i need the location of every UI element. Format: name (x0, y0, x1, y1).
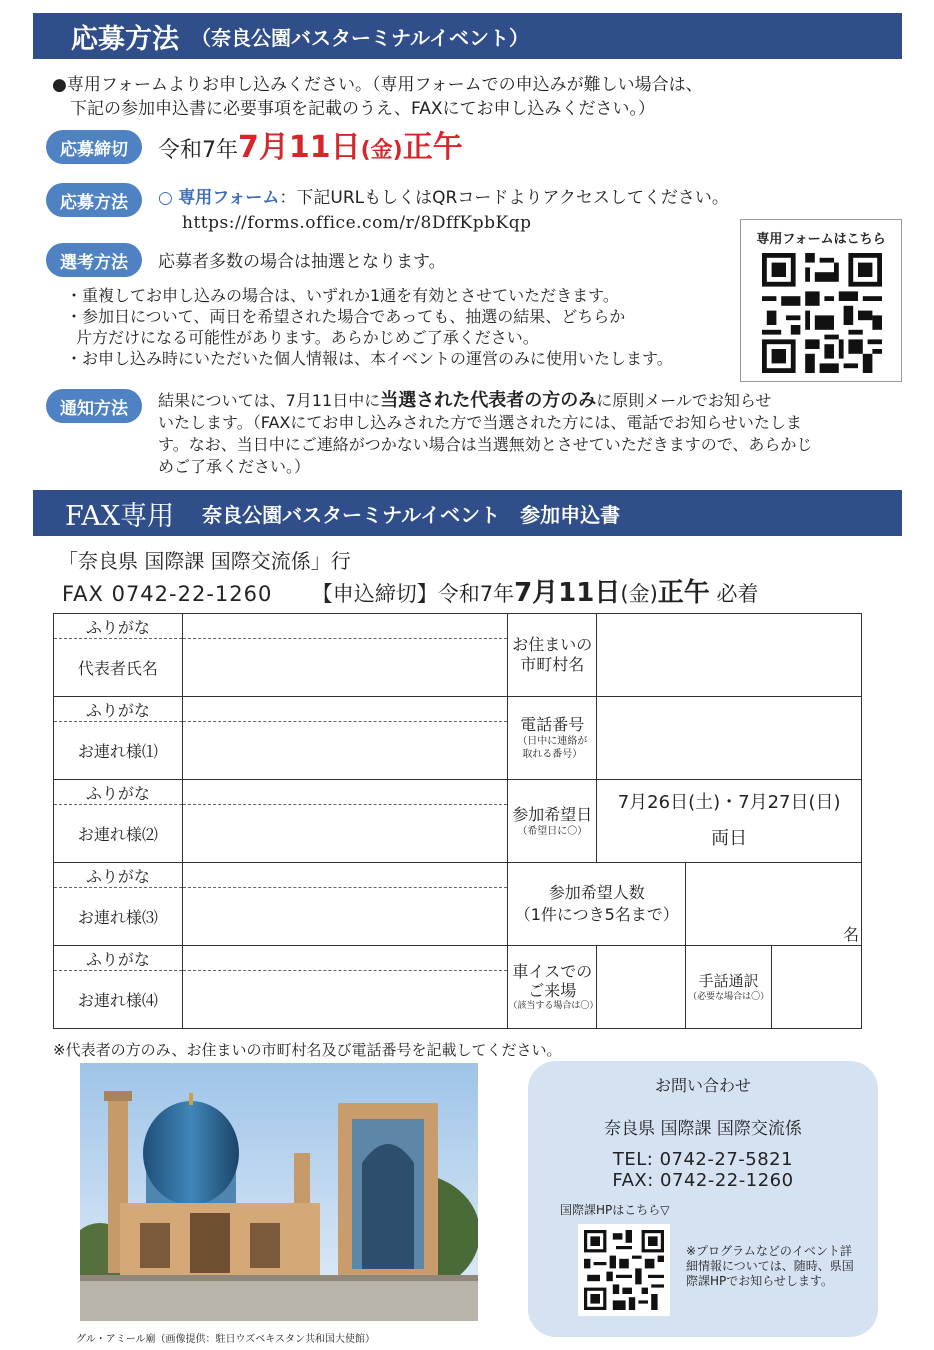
gur-amir-photo (80, 1063, 478, 1321)
companion2-input[interactable] (182, 805, 508, 863)
form-qr-icon[interactable] (762, 253, 882, 373)
section-banner-application (33, 13, 902, 59)
fax-deadline-time: 正午 (657, 578, 710, 608)
deadline-time: 正午 (402, 130, 463, 165)
address-label: お住まいの 市町村名 (508, 614, 597, 697)
notice-line1-a: 結果については、7月11日中に (158, 391, 381, 410)
date-option-weekend[interactable]: 7月26日(土)・7月27日(日) (617, 792, 841, 813)
notice-line-3: す。なお、当日中にご連絡がつかない場合は当選無効とさせていただきますので、あらかじ (158, 435, 813, 454)
method-text (158, 186, 758, 210)
qr-caption: 専用フォームはこちら (756, 232, 886, 247)
selection-pill: 選考方法 (46, 243, 142, 277)
companion4-label: お連れ様⑷ (54, 971, 183, 1029)
inquiry-note: ※プログラムなどのイベント詳細情報については、随時、県国際課HPでお知らせします。 (686, 1244, 854, 1288)
deadline-weekday: (金) (360, 138, 403, 163)
section-banner-fax (33, 490, 902, 536)
section-title: 応募方法 (71, 23, 179, 55)
selection-note-3: 片方だけになる可能性があります。あらかじめご了承ください。 (76, 328, 539, 347)
notice-line1-c: に原則メールでお知らせ (596, 391, 772, 410)
inquiry-tel[interactable]: TEL: 0742-27-5821 (612, 1149, 794, 1170)
furigana-input-c3[interactable] (182, 863, 508, 888)
fax-section-title: FAX専用 (65, 500, 175, 532)
rep-name-label: 代表者氏名 (54, 639, 183, 697)
address-input[interactable] (597, 614, 862, 697)
phone-label: 電話番号 （日中に連絡が取れる番号） (508, 697, 597, 780)
form-url[interactable]: https://forms.office.com/r/8DffKpbKqp (182, 213, 532, 233)
method-desc: ：下記URLもしくはQRコードよりアクセスしてください。 (279, 188, 729, 208)
fax-deadline-date: 7月11日 (514, 578, 621, 608)
wheelchair-label: 車イスでの ご来場 （該当する場合は〇） (508, 946, 597, 1029)
photo-caption: グル・アミール廟（画像提供：駐日ウズベキスタン共和国大使館） (76, 1334, 375, 1345)
notice-text (158, 390, 893, 478)
companion4-input[interactable] (182, 971, 508, 1029)
inquiry-dept: 奈良県 国際課 国際交流係 (604, 1119, 802, 1139)
hp-qr-icon[interactable] (584, 1230, 664, 1310)
furigana-label-c4: ふりがな (54, 946, 183, 971)
intro-line-1: ●専用フォームよりお申し込みください。（専用フォームでの申込みが難しい場合は、 (52, 75, 703, 95)
intro-line-2: 下記の参加申込書に必要事項を記載のうえ、FAXにてお申し込みください。） (70, 99, 656, 119)
companion3-input[interactable] (182, 888, 508, 946)
hp-label: 国際課HPはこちら▽ (560, 1203, 670, 1217)
furigana-input-rep[interactable] (182, 614, 508, 639)
notice-pill: 通知方法 (46, 389, 142, 423)
furigana-label-rep: ふりがな (54, 614, 183, 639)
circle-mark: ○ (158, 188, 173, 208)
section-subtitle: （奈良公園バスターミナルイベント） (191, 25, 529, 50)
selection-text: 応募者多数の場合は抽選となります。 (158, 252, 446, 272)
sign-language-note: （必要な場合は〇） (688, 991, 770, 1002)
selection-note-1: ・重複してお申し込みの場合は、いずれか1通を有効とさせていただきます。 (66, 286, 619, 305)
deadline-pill: 応募締切 (46, 130, 142, 164)
furigana-label-c1: ふりがな (54, 697, 183, 722)
date-options[interactable] (597, 780, 862, 863)
fax-recipient: 「奈良県 国際課 国際交流係」行 (58, 549, 351, 573)
hp-qr-box (578, 1224, 670, 1316)
method-pill: 応募方法 (46, 183, 142, 217)
selection-notes (66, 285, 736, 369)
phone-note: （日中に連絡が取れる番号） (517, 736, 588, 760)
count-limit: （1件につき5名まで） (514, 905, 679, 924)
form-qr-box (740, 219, 902, 382)
form-link-name[interactable]: 専用フォーム (178, 188, 280, 208)
deadline-text (158, 128, 463, 171)
notice-line-2: いたします。（FAXにてお申し込みされた方で当選された方には、電話でお知らせいたしま (158, 413, 802, 432)
count-label: 参加希望人数 （1件につき5名まで） (508, 863, 686, 946)
mausoleum-illustration (80, 1063, 478, 1321)
companion1-label: お連れ様⑴ (54, 722, 183, 780)
furigana-label-c3: ふりがな (54, 863, 183, 888)
rep-name-input[interactable] (182, 639, 508, 697)
fax-deadline-prefix: 【申込締切】令和7年 (311, 582, 515, 606)
selection-note-2: ・参加日について、両日を希望された場合であっても、抽選の結果、どちらか (66, 307, 626, 326)
furigana-input-c4[interactable] (182, 946, 508, 971)
deadline-prefix: 令和7年 (158, 138, 238, 163)
companion3-label: お連れ様⑶ (54, 888, 183, 946)
notice-line1-b: 当選された代表者の方のみ (380, 390, 597, 411)
fax-line (62, 575, 758, 612)
inquiry-fax: FAX: 0742-22-1260 (612, 1170, 794, 1191)
furigana-input-c1[interactable] (182, 697, 508, 722)
form-footnote: ※代表者の方のみ、お住まいの市町村名及び電話番号を記載してください。 (53, 1041, 562, 1059)
sign-language-label: 手話通訳 （必要な場合は〇） (686, 946, 772, 1029)
inquiry-box (528, 1061, 878, 1337)
fax-number: FAX 0742-22-1260 (62, 582, 273, 606)
fax-deadline-weekday: (金) (620, 582, 658, 606)
furigana-label-c2: ふりがな (54, 780, 183, 805)
companion2-label: お連れ様⑵ (54, 805, 183, 863)
application-form-table (53, 613, 862, 1029)
notice-line-4: めご了承ください。） (158, 457, 311, 476)
date-note: （希望日に〇） (517, 825, 588, 837)
wheelchair-note: （該当する場合は〇） (508, 1000, 599, 1011)
date-option-both[interactable]: 両日 (711, 828, 748, 849)
fax-section-subtitle: 奈良公園バスターミナルイベント 参加申込書 (202, 502, 621, 527)
deadline-date: 7月11日 (238, 130, 361, 165)
inquiry-title: お問い合わせ (654, 1076, 751, 1095)
companion1-input[interactable] (182, 722, 508, 780)
selection-note-4: ・お申し込み時にいただいた個人情報は、本イベントの運営のみに使用いたします。 (66, 349, 673, 368)
phone-input[interactable] (597, 697, 862, 780)
count-input[interactable] (686, 863, 862, 946)
count-unit: 名 (842, 925, 859, 944)
furigana-input-c2[interactable] (182, 780, 508, 805)
wheelchair-input[interactable] (597, 946, 686, 1029)
sign-language-input[interactable] (772, 946, 862, 1029)
date-label: 参加希望日 （希望日に〇） (508, 780, 597, 863)
fax-deadline-suffix: 必着 (716, 582, 759, 606)
